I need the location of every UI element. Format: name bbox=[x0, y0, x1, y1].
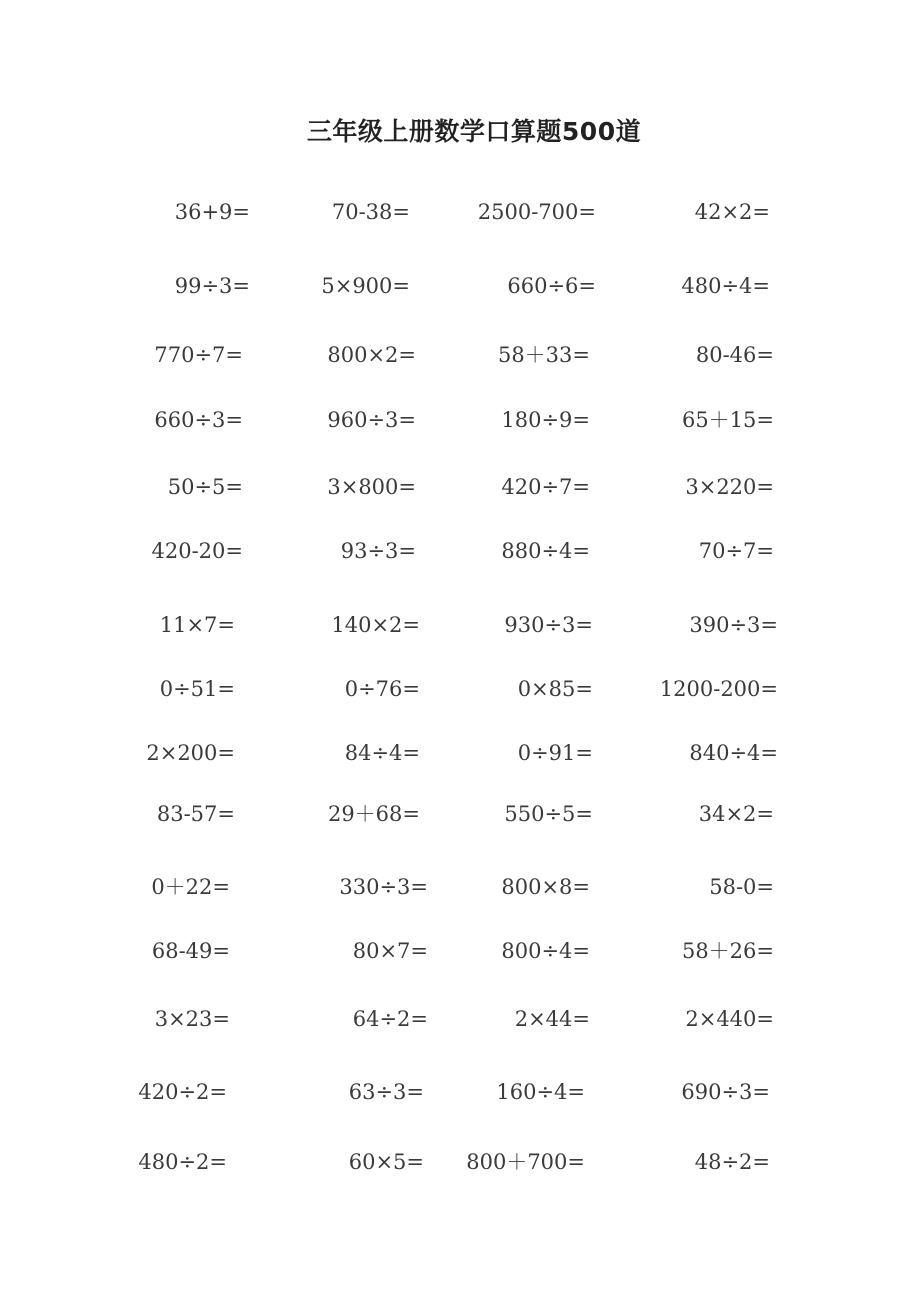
problem-r14-c1: 420÷2= bbox=[138, 1080, 227, 1104]
problem-r9-c3: 0÷91= bbox=[517, 741, 593, 765]
problem-r2-c2: 5×900= bbox=[321, 274, 410, 298]
problem-r5-c3: 420÷7= bbox=[501, 475, 590, 499]
problem-r12-c4: 58＋26= bbox=[681, 939, 774, 963]
page-title: 三年级上册数学口算题500道 bbox=[306, 117, 642, 146]
problem-r3-c3: 58＋33= bbox=[497, 343, 590, 367]
problem-r7-c4: 390÷3= bbox=[689, 613, 778, 637]
problem-r14-c3: 160÷4= bbox=[496, 1080, 585, 1104]
problem-r5-c4: 3×220= bbox=[685, 475, 774, 499]
problem-r3-c1: 770÷7= bbox=[154, 343, 243, 367]
problem-r10-c4: 34×2= bbox=[698, 802, 774, 826]
problem-r5-c2: 3×800= bbox=[327, 475, 416, 499]
problem-r8-c1: 0÷51= bbox=[159, 677, 235, 701]
problem-r11-c3: 800×8= bbox=[501, 875, 590, 899]
problem-r8-c4: 1200-200= bbox=[659, 677, 778, 701]
problem-r13-c4: 2×440= bbox=[685, 1007, 774, 1031]
problem-r1-c3: 2500-700= bbox=[477, 200, 596, 224]
problem-r11-c4: 58-0= bbox=[709, 875, 774, 899]
problem-r12-c1: 68-49= bbox=[151, 939, 230, 963]
problem-r3-c4: 80-46= bbox=[695, 343, 774, 367]
problem-r6-c1: 420-20= bbox=[151, 539, 243, 563]
problem-r3-c2: 800×2= bbox=[327, 343, 416, 367]
problem-r6-c3: 880÷4= bbox=[501, 539, 590, 563]
problem-r13-c1: 3×23= bbox=[154, 1007, 230, 1031]
problem-r4-c3: 180÷9= bbox=[501, 408, 590, 432]
problem-r11-c1: 0＋22= bbox=[151, 875, 230, 899]
problem-r15-c1: 480÷2= bbox=[138, 1150, 227, 1174]
problem-r8-c2: 0÷76= bbox=[344, 677, 420, 701]
problem-r2-c3: 660÷6= bbox=[507, 274, 596, 298]
problem-r12-c2: 80×7= bbox=[352, 939, 428, 963]
problem-r9-c4: 840÷4= bbox=[689, 741, 778, 765]
problem-r11-c2: 330÷3= bbox=[339, 875, 428, 899]
problem-r7-c2: 140×2= bbox=[331, 613, 420, 637]
problem-r1-c1: 36+9= bbox=[174, 200, 250, 224]
problem-r2-c1: 99÷3= bbox=[174, 274, 250, 298]
problem-r14-c4: 690÷3= bbox=[681, 1080, 770, 1104]
problem-r6-c4: 70÷7= bbox=[698, 539, 774, 563]
problem-r4-c1: 660÷3= bbox=[154, 408, 243, 432]
problem-r8-c3: 0×85= bbox=[517, 677, 593, 701]
problem-r7-c1: 11×7= bbox=[159, 613, 235, 637]
problem-r5-c1: 50÷5= bbox=[167, 475, 243, 499]
problem-r10-c3: 550÷5= bbox=[504, 802, 593, 826]
problem-r10-c2: 29＋68= bbox=[327, 802, 420, 826]
problem-r13-c2: 64÷2= bbox=[352, 1007, 428, 1031]
problem-r2-c4: 480÷4= bbox=[681, 274, 770, 298]
problem-r9-c1: 2×200= bbox=[146, 741, 235, 765]
problem-r9-c2: 84÷4= bbox=[344, 741, 420, 765]
problem-r10-c1: 83-57= bbox=[156, 802, 235, 826]
problem-r1-c2: 70-38= bbox=[331, 200, 410, 224]
problem-r14-c2: 63÷3= bbox=[348, 1080, 424, 1104]
problem-r15-c3: 800＋700= bbox=[466, 1150, 585, 1174]
problem-r4-c2: 960÷3= bbox=[327, 408, 416, 432]
problem-r7-c3: 930÷3= bbox=[504, 613, 593, 637]
problem-r4-c4: 65＋15= bbox=[681, 408, 774, 432]
problem-r1-c4: 42×2= bbox=[694, 200, 770, 224]
problem-r12-c3: 800÷4= bbox=[501, 939, 590, 963]
problem-r6-c2: 93÷3= bbox=[340, 539, 416, 563]
problem-r15-c4: 48÷2= bbox=[694, 1150, 770, 1174]
problem-r15-c2: 60×5= bbox=[348, 1150, 424, 1174]
problem-r13-c3: 2×44= bbox=[514, 1007, 590, 1031]
